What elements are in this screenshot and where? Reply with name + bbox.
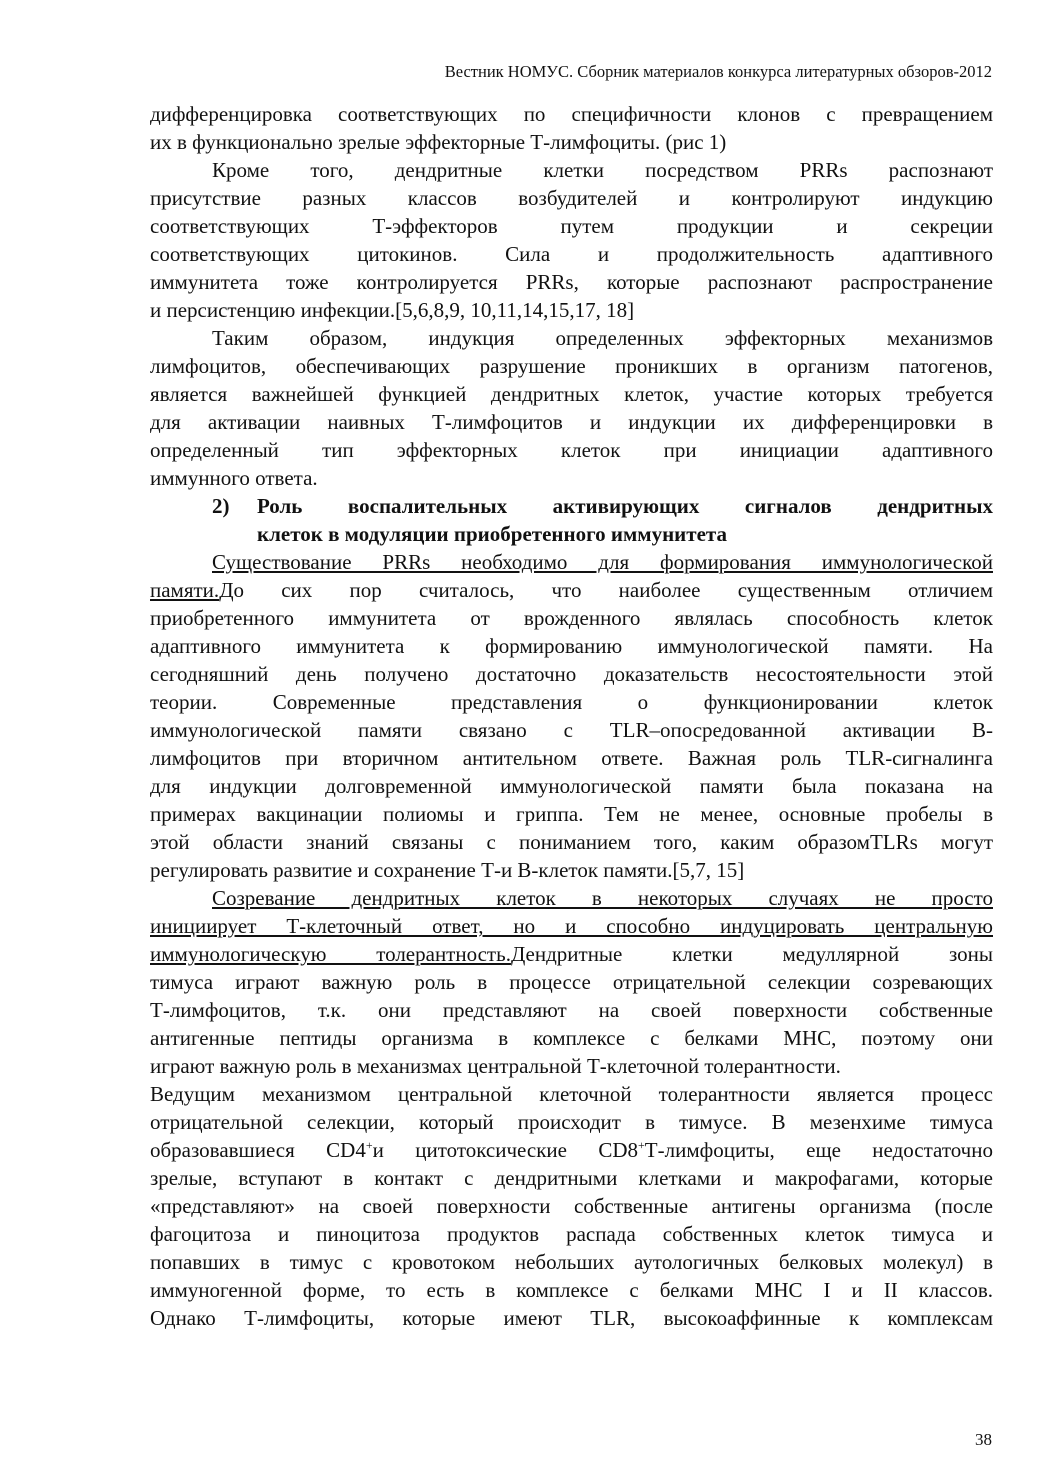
text-line: иммунного ответа.: [150, 466, 318, 490]
text-line: лимфоцитов, обеспечивающих разрушение проникших в организм патогенов,: [150, 354, 993, 378]
text-line: зрелые, вступают в контакт с дендритными клетками и макрофагами, которые: [150, 1166, 993, 1190]
text-line: Т-лимфоцитов, т.к. они представляют на своей поверхности собственные: [150, 998, 993, 1022]
text-line: [150, 576, 993, 604]
text-span: Т-лимфоциты, еще недостаточно: [644, 1138, 993, 1162]
text-line: определенный тип эффекторных клеток при инициации адаптивного: [150, 438, 993, 462]
text-line: антигенные пептиды организма в комплексе с белками MHC, поэтому они: [150, 1026, 993, 1050]
text-line: Таким образом, индукция определенных эффекторных механизмов: [212, 326, 993, 350]
section-heading: [150, 492, 993, 520]
section-number: 2): [212, 494, 230, 518]
text-line: и персистенцию инфекции.[5,6,8,9, 10,11,14,15,17, 18]: [150, 298, 635, 322]
text-line: [150, 940, 993, 968]
text-line: соответствующих Т-эффекторов путем продукции и секреции: [150, 214, 993, 238]
superscript: +: [638, 1138, 645, 1152]
text-line: примерах вакцинации полиомы и гриппа. Тем не менее, основные пробелы в: [150, 802, 993, 826]
text-line: «представляют» на своей поверхности собственные антигены организма (после: [150, 1194, 993, 1218]
text-line: отрицательной селекции, который происходит в тимусе. В мезенхиме тимуса: [150, 1110, 993, 1134]
section-heading-text: Роль воспалительных активирующих сигналов дендритных: [257, 494, 993, 518]
text-line: играют важную роль в механизмах центральной Т-клеточной толерантности.: [150, 1054, 841, 1078]
text-line: является важнейшей функцией дендритных клеток, участие которых требуется: [150, 382, 993, 406]
text-line: сегодняшний день получено достаточно доказательств несостоятельности этой: [150, 662, 993, 686]
text-line: дифференцировка соответствующих по специфичности клонов с превращением: [150, 102, 993, 126]
text-line: [150, 1136, 993, 1164]
page-number: 38: [975, 1430, 992, 1449]
text-line: Ведущим механизмом центральной клеточной толерантности является процесс: [150, 1082, 993, 1106]
text-line: тимуса играют важную роль в процессе отрицательной селекции созревающих: [150, 970, 993, 994]
text-line: Однако Т-лимфоциты, которые имеют TLR, высокоаффинные к комплексам: [150, 1306, 993, 1330]
text-line: их в функционально зрелые эффекторные Т-лимфоциты. (рис 1): [150, 130, 727, 154]
text-span: и цитотоксические CD8: [372, 1138, 639, 1162]
text-line: для индукции долговременной иммунологической памяти была показана на: [150, 774, 993, 798]
text-line: фагоцитоза и пиноцитоза продуктов распада собственных клеток тимуса и: [150, 1222, 993, 1246]
text-line: соответствующих цитокинов. Сила и продолжительность адаптивного: [150, 242, 993, 266]
text-span: образовавшиеся CD4: [150, 1138, 366, 1162]
text-span: До сих пор считалось, что наиболее существенным отличием: [219, 578, 993, 602]
underlined-text: памяти.: [150, 578, 220, 602]
body-text: [150, 100, 993, 1332]
text-line: Кроме того, дендритные клетки посредством PRRs распознают: [212, 158, 993, 182]
superscript: +: [365, 1138, 373, 1152]
underlined-line: инициирует Т-клеточный ответ, но и способно индуцировать центральную: [150, 914, 993, 938]
running-header: Вестник НОМУС. Сборник материалов конкурса литературных обзоров-2012: [444, 62, 992, 81]
text-line: для активации наивных Т-лимфоцитов и индукции их дифференцировки в: [150, 410, 993, 434]
text-line: попавших в тимус с кровотоком небольших аутологичных белковых молекул) в: [150, 1250, 993, 1274]
text-line: теории. Современные представления о функционировании клеток: [150, 690, 993, 714]
text-line: адаптивного иммунитета к формированию иммунологической памяти. На: [150, 634, 993, 658]
text-line: этой области знаний связаны с пониманием того, каким образомTLRs могут: [150, 830, 993, 854]
text-line: иммуногенной форме, то есть в комплексе с белками MHC I и II классов.: [150, 1278, 993, 1302]
text-line: регулировать развитие и сохранение Т-и В-клеток памяти.[5,7, 15]: [150, 858, 745, 882]
text-span: Дендритные клетки медуллярной зоны: [510, 942, 993, 966]
text-line: иммунитета тоже контролируется PRRs, которые распознают распространение: [150, 270, 993, 294]
text-line: приобретенного иммунитета от врожденного являлась способность клеток: [150, 606, 993, 630]
underlined-text: иммунологическую толерантность.: [150, 942, 511, 966]
section-heading: клеток в модуляции приобретенного иммунитета: [257, 522, 727, 546]
underlined-line: Созревание дендритных клеток в некоторых случаях не просто: [212, 886, 993, 910]
underlined-line: Существование PRRs необходимо для формирования иммунологической: [212, 550, 993, 574]
text-line: иммунологической памяти связано с TLR–опосредованной активации В-: [150, 718, 993, 742]
text-line: лимфоцитов при вторичном антительном ответе. Важная роль TLR-сигналинга: [150, 746, 993, 770]
text-line: присутствие разных классов возбудителей и контролируют индукцию: [150, 186, 993, 210]
